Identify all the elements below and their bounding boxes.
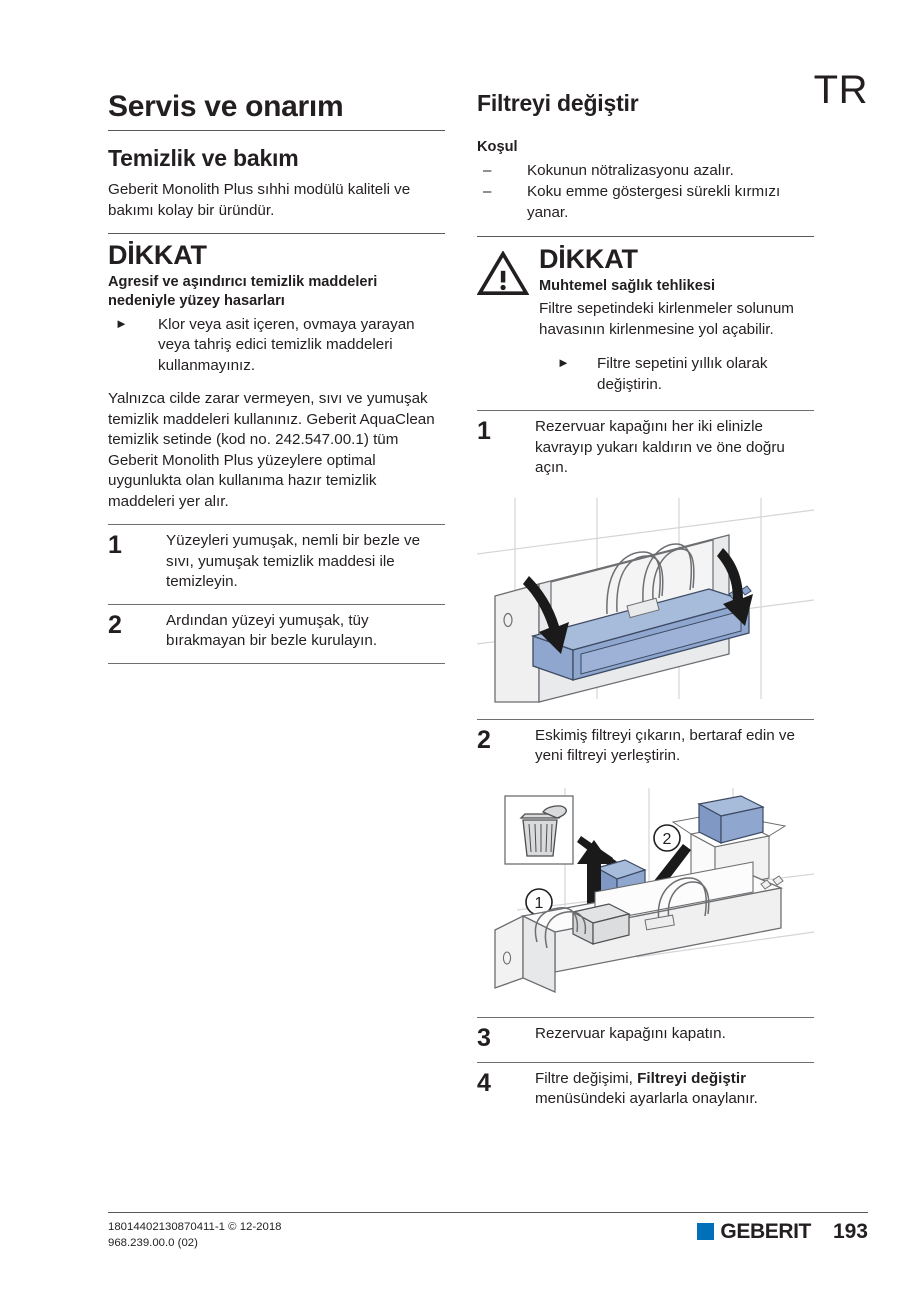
callout-1-label: 1 xyxy=(534,894,544,912)
caution-block xyxy=(477,237,814,396)
footer-code-line-1: 18014402130870411-1 © 12-2018 xyxy=(108,1221,282,1233)
caution-text: Filtre sepetindeki kirlenmeler solunum havasının kirlenmesine yol açabilir. xyxy=(539,300,794,338)
cleaning-agents-paragraph: Yalnızca cilde zarar vermeyen, sıvı ve yumuşak temizlik maddeleri kullanınız. Geberit AquaClean temizlik setinde (kod no. 242.547.00.1) tüm Geberit Monolith Plus yüzeylere optimal uygunlukta olan kullanıma hazır temizlik maddeleri yer alır. xyxy=(108,390,435,510)
caution-word: DİKKAT xyxy=(539,244,638,275)
caution-divider xyxy=(108,233,445,234)
left-steps xyxy=(108,524,445,664)
menu-name-bold: Filtreyi değiştir xyxy=(637,1069,746,1087)
step-text: Eskimiş filtreyi çıkarın, bertaraf edin ve yeni filtreyi yerleştirin. xyxy=(535,726,795,765)
caution-body xyxy=(539,245,814,396)
step-number: 4 xyxy=(477,1068,491,1097)
brand-name: GEBERIT xyxy=(720,1220,811,1243)
left-column xyxy=(108,90,445,664)
caution-bullet-list xyxy=(108,315,445,377)
precondition-label: Koşul xyxy=(477,139,518,156)
caution-bullet-list xyxy=(539,354,814,395)
caution-subhead: Agresif ve aşındırıcı temizlik maddeleri nedeniyle yüzey hasarları xyxy=(108,273,378,310)
footer-brand-area xyxy=(697,1220,868,1242)
list-item xyxy=(477,182,814,223)
step-text: Rezervuar kapağını her iki elinizle kavrayıp yukarı kaldırın ve öne doğru açın. xyxy=(535,418,785,477)
list-item-text: Klor veya asit içeren, ovmaya yarayan veya tahriş edici temizlik maddeleri kullanmayınız. xyxy=(158,315,415,374)
step-row xyxy=(477,1063,814,1121)
page-title: Servis ve onarım xyxy=(108,90,344,123)
section-title-cleaning: Temizlik ve bakım xyxy=(108,145,299,171)
list-item xyxy=(539,354,814,395)
title-divider xyxy=(108,130,445,131)
page-footer xyxy=(108,1212,868,1272)
list-item-text: Koku emme göstergesi sürekli kırmızı yanar. xyxy=(527,183,781,221)
step-number: 2 xyxy=(477,725,491,754)
intro-paragraph: Geberit Monolith Plus sıhhi modülü kaliteli ve bakımı kolay bir üründür. xyxy=(108,181,411,219)
precondition-list xyxy=(477,161,814,224)
step-text: Ardından yüzeyi yumuşak, tüy bırakmayan bir bezle kurulayın. xyxy=(166,611,378,650)
list-item xyxy=(108,315,445,377)
step-row xyxy=(477,720,814,778)
step-number: 3 xyxy=(477,1023,491,1052)
filter-replace-illustration xyxy=(477,782,814,1013)
step-number: 1 xyxy=(477,417,491,446)
footer-document-codes xyxy=(108,1220,282,1251)
step-text xyxy=(535,1069,814,1110)
step-row xyxy=(108,605,445,663)
logo-square-icon xyxy=(697,1223,714,1240)
list-item-text: Filtre sepetini yıllık olarak değiştirin. xyxy=(597,355,768,393)
list-item xyxy=(477,161,814,182)
step-row xyxy=(477,1018,814,1062)
caution-word: DİKKAT xyxy=(108,240,207,271)
triangle-bullet-icon: ► xyxy=(115,315,128,331)
step-number: 2 xyxy=(108,610,122,639)
caution-subhead: Muhtemel sağlık tehlikesi xyxy=(539,277,715,294)
page-number: 193 xyxy=(832,1220,868,1243)
right-steps xyxy=(477,410,814,1121)
right-column xyxy=(477,90,814,1121)
dash-bullet-icon: – xyxy=(483,161,492,179)
warning-triangle-icon xyxy=(477,245,539,301)
section-title-filter: Filtreyi değiştir xyxy=(477,90,639,116)
step-text: Rezervuar kapağını kapatın. xyxy=(535,1024,726,1042)
list-item-text: Kokunun nötralizasyonu azalır. xyxy=(527,161,734,179)
step-number: 1 xyxy=(108,531,122,560)
step-row xyxy=(108,525,445,604)
language-marker: TR xyxy=(813,68,868,112)
callout-2-label: 2 xyxy=(662,830,672,848)
triangle-bullet-icon: ► xyxy=(557,355,570,371)
step-text: Yüzeyleri yumuşak, nemli bir bezle ve sıvı, yumuşak temizlik maddesi ile temizleyin. xyxy=(166,532,421,591)
cistern-lid-open-illustration xyxy=(477,494,814,715)
footer-divider xyxy=(108,1212,868,1213)
geberit-logo xyxy=(697,1221,811,1242)
step-row xyxy=(477,411,814,490)
step-text-before: Filtre değişimi, xyxy=(535,1069,638,1087)
footer-code-line-2: 968.239.00.0 (02) xyxy=(108,1236,198,1249)
dash-bullet-icon: – xyxy=(483,183,492,201)
step-divider xyxy=(108,663,445,664)
step-text-after: menüsündeki ayarlarla onaylanır. xyxy=(535,1090,758,1108)
